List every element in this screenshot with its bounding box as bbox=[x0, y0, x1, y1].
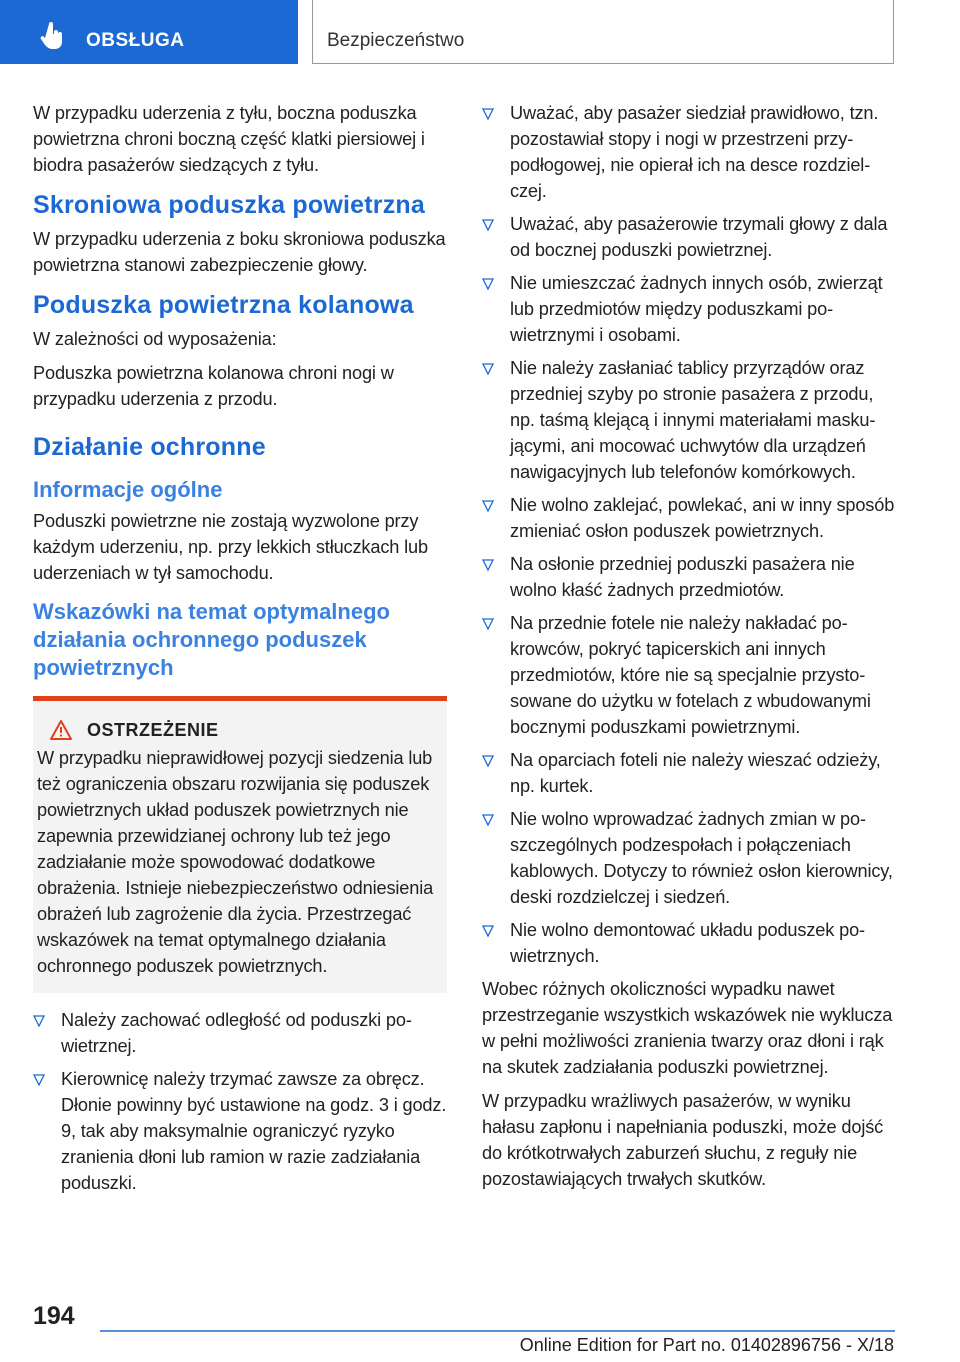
list-item: Nie wolno wprowadzać żadnych zmian w poszczególnych podzespołach i połączeniach kablowych. Dotyczy to również osłon kierownicy, deski rozdzielczej i siedzeń. bbox=[482, 806, 896, 910]
heading-general-info: Informacje ogólne bbox=[33, 477, 223, 502]
curtain-paragraph: W przypadku uderzenia z boku skroniowa poduszka powietrzna stanowi zabezpieczenie głowy. bbox=[33, 229, 446, 275]
knee-paragraph-2: Poduszka powietrzna kolanowa chroni nogi w przypadku uderzenia z przodu. bbox=[33, 363, 394, 409]
list-item: Na oparciach foteli nie należy wieszać odzieży, np. kurtek. bbox=[482, 747, 896, 799]
list-item: Nie wolno demontować układu poduszek powietrznych. bbox=[482, 917, 896, 969]
section-title: Bezpieczeństwo bbox=[327, 30, 465, 51]
right-bullet-list bbox=[482, 100, 896, 969]
final-paragraph-2: W przypadku wrażliwych pasażerów, w wyniku hałasu zapłonu i napełniania poduszki, może dojść do krótkotrwałych zaburzeń słuchu, z reguły nie pozostawiających trwałych skutków. bbox=[482, 1091, 884, 1189]
triangle-bullet-icon bbox=[482, 755, 494, 767]
section-tab[interactable] bbox=[0, 0, 298, 64]
left-column bbox=[33, 100, 447, 1203]
section-header bbox=[312, 0, 894, 64]
footer-divider bbox=[100, 1330, 895, 1332]
triangle-bullet-icon bbox=[33, 1074, 45, 1086]
triangle-bullet-icon bbox=[482, 108, 494, 120]
final-paragraph-1: Wobec różnych okoliczności wypadku nawet przestrzeganie wszystkich wskazówek nie wyklucza w pełni możliwości zranienia twarzy oraz dłoni i rąk na skutek zadziałania poduszki powietrznej. bbox=[482, 979, 893, 1077]
footer-edition: Online Edition for Part no. 01402896756 - X/18 bbox=[519, 1335, 894, 1355]
triangle-bullet-icon bbox=[482, 814, 494, 826]
triangle-bullet-icon bbox=[482, 925, 494, 937]
warning-text: W przypadku nieprawidłowej pozycji siedzenia lub też ograniczenia obszaru rozwijania się poduszek powietrznych układ poduszek powietrznych nie zapewnia przewidzianej ochrony lub też jego zadziałanie może spowodować dodatkowe obrażenia. Istnieje niebezpieczeństwo odniesienia obrażeń lub zagrożenie dla życia. Przestrzegać wskazówek na temat optymalnego działania ochronnego poduszek powietrznych. bbox=[37, 748, 434, 976]
left-bullet-list bbox=[33, 1007, 447, 1196]
list-item: Należy zachować odległość od poduszki powietrznej. bbox=[33, 1007, 447, 1059]
heading-protective-action: Działanie ochronne bbox=[33, 433, 266, 461]
knee-paragraph-1: W zależności od wyposażenia: bbox=[33, 329, 277, 349]
triangle-bullet-icon bbox=[482, 363, 494, 375]
heading-knee-airbag: Poduszka powietrzna kolanowa bbox=[33, 291, 414, 319]
triangle-bullet-icon bbox=[482, 278, 494, 290]
list-item: Nie umieszczać żadnych innych osób, zwierząt lub przedmiotów między poduszkami powietrznymi i osobami. bbox=[482, 270, 896, 348]
list-item: Nie wolno zaklejać, powlekać, ani w inny sposób zmieniać osłon poduszek powietrznych. bbox=[482, 492, 896, 544]
warning-triangle-icon bbox=[49, 719, 73, 741]
triangle-bullet-icon bbox=[33, 1015, 45, 1027]
intro-paragraph: W przypadku uderzenia z tyłu, boczna poduszka powietrzna chroni boczną część klatki piersiowej i biodra pasażerów siedzących z tyłu. bbox=[33, 103, 425, 175]
heading-tips: Wskazówki na temat optymalnego działania ochronnego poduszek powietrznych bbox=[33, 599, 390, 680]
page-number: 194 bbox=[33, 1302, 75, 1330]
list-item: Na przednie fotele nie należy nakładać pokrowców, pokryć tapicerskich ani innych przedmiotów, które nie są specjalnie przystosowane do użytku w fotelach z wbudowanymi bocznymi poduszkami powietrznymi. bbox=[482, 610, 896, 740]
warning-header bbox=[37, 719, 439, 741]
triangle-bullet-icon bbox=[482, 219, 494, 231]
hand-pointer-icon bbox=[40, 22, 66, 50]
warning-title: OSTRZEŻENIE bbox=[87, 719, 219, 740]
heading-curtain-airbag: Skroniowa poduszka powietrzna bbox=[33, 191, 425, 219]
list-item: Na osłonie przedniej poduszki pasażera nie wolno kłaść żadnych przedmiotów. bbox=[482, 551, 896, 603]
general-paragraph: Poduszki powietrzne nie zostają wyzwolone przy każdym uderzeniu, np. przy lekkich stłuczkach lub uderzeniach w tył samochodu. bbox=[33, 511, 428, 583]
triangle-bullet-icon bbox=[482, 500, 494, 512]
list-item: Uważać, aby pasażerowie trzymali głowy z dala od bocznej poduszki powietrznej. bbox=[482, 211, 896, 263]
section-tab-label: OBSŁUGA bbox=[86, 30, 185, 51]
right-column bbox=[482, 100, 896, 1200]
triangle-bullet-icon bbox=[482, 559, 494, 571]
triangle-bullet-icon bbox=[482, 618, 494, 630]
list-item: Uważać, aby pasażer siedział prawidłowo, tzn. pozostawiał stopy i nogi w przestrzeni przypodłogowej, nie opierał ich na desce rozdzielczej. bbox=[482, 100, 896, 204]
list-item: Kierownicę należy trzymać zawsze za obręcz. Dłonie powinny być ustawione na godz. 3 i godz. 9, tak aby maksymalnie ograniczyć ryzyko zranienia dłoni lub ramion w razie zadziałania poduszki. bbox=[33, 1066, 447, 1196]
warning-box bbox=[33, 696, 447, 993]
list-item: Nie należy zasłaniać tablicy przyrządów oraz przedniej szyby po stronie pasażera z przodu, np. taśmą klejącą i innymi materiałami maskującymi, ani mocować uchwytów dla urządzeń nawigacyjnych lub telefonów komórkowych. bbox=[482, 355, 896, 485]
